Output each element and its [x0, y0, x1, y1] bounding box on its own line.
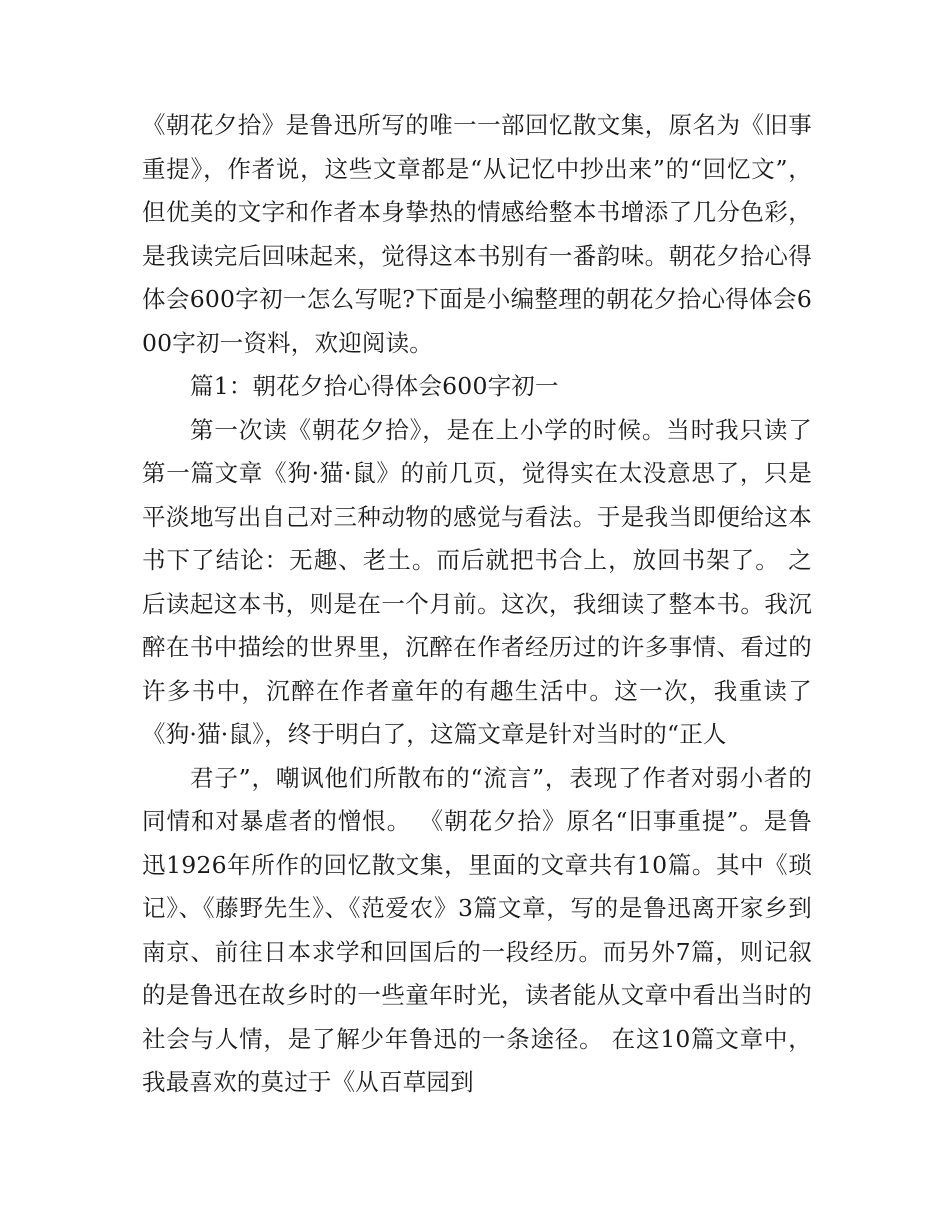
document-body — [142, 104, 812, 1105]
section-heading: 篇1：朝花夕拾心得体会600字初一 — [190, 372, 559, 400]
body-paragraph-2: 君子”，嘲讽他们所散布的“流言”，表现了作者对弱小者的同情和对暴虐者的憎恨。 《朝花夕拾》原名“旧事重提”。是鲁迅1926年所作的回忆散文集，里面的文章共有10篇。其中《琐记》、《藤野先生》、《范爱农》3篇文章，写的是鲁迅离开家乡到南京、前往日本求学和回国后的一段经历。而另外7篇，则记叙的是鲁迅在故乡时的一些童年时光，读者能从文章中看出当时的社会与人情，是了解少年鲁迅的一条途径。 在这10篇文章中，我最喜欢的莫过于《从百草园到 — [142, 763, 812, 1096]
intro-paragraph: 《朝花夕拾》是鲁迅所写的唯一一部回忆散文集，原名为《旧事重提》，作者说，这些文章都是“从记忆中抄出来”的“回忆文”，但优美的文字和作者本身挚热的情感给整本书增添了几分色彩，是我读完后回味起来，觉得这本书别有一番韵味。朝花夕拾心得体会600字初一怎么写呢?下面是小编整理的朝花夕拾心得体会600字初一资料，欢迎阅读。 — [142, 111, 812, 357]
body-paragraph-1: 第一次读《朝花夕拾》，是在上小学的时候。当时我只读了第一篇文章《狗·猫·鼠》的前几页，觉得实在太没意思了，只是平淡地写出自己对三种动物的感觉与看法。于是我当即便给这本书下了结论：无趣、老土。而后就把书合上，放回书架了。 之后读起这本书，则是在一个月前。这次，我细读了整本书。我沉醉在书中描绘的世界里，沉醉在作者经历过的许多事情、看过的许多书中，沉醉在作者童年的有趣生活中。这一次，我重读了《狗·猫·鼠》，终于明白了，这篇文章是针对当时的“正人 — [142, 415, 812, 748]
